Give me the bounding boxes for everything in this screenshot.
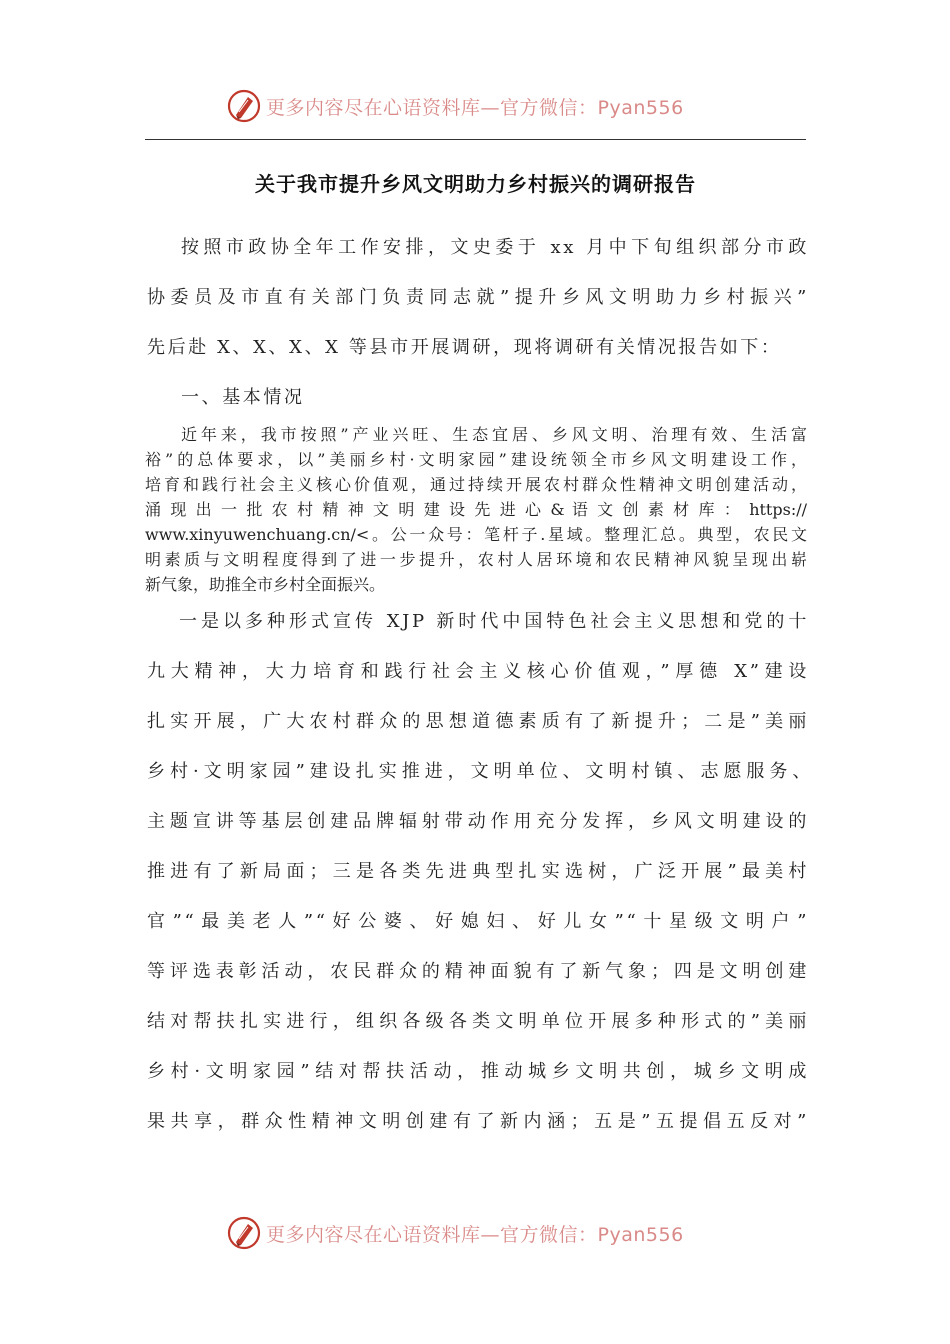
header-banner-text	[266, 93, 684, 120]
section-heading: 一、基本情况	[181, 387, 305, 408]
summary-line: 新气象，助推全市乡村全面振兴。	[145, 575, 386, 594]
pen-logo-icon	[226, 1215, 262, 1251]
body-line: 推进有了新局面；三是各类先进典型扎实选树，广泛开展”最美村	[147, 861, 809, 882]
pen-logo-icon	[226, 88, 262, 124]
body-line: 官”“最美老人”“好公婆、好媳妇、好儿女”“十星级文明户”	[147, 911, 809, 932]
intro-line: 协委员及市直有关部门负责同志就”提升乡风文明助力乡村振兴”	[147, 287, 809, 308]
header-banner	[0, 76, 950, 136]
header-wechat-label: 官方微信：	[500, 96, 598, 119]
body-line: 乡村·文明家园”建设扎实推进，文明单位、文明村镇、志愿服务、	[147, 761, 813, 782]
body-line: 一是以多种形式宣传 XJP 新时代中国特色社会主义思想和党的十	[179, 611, 809, 632]
body-line: 主题宣讲等基层创建品牌辐射带动作用充分发挥，乡风文明建设的	[147, 811, 809, 832]
footer-site-name: 更多内容尽在心语资料库	[266, 1223, 481, 1246]
summary-line: 涌 现 出 一 批 农 村 精 神 文 明 建 设 先 进 心 & 语 文 创 素 材 库 ： https://	[145, 500, 807, 519]
body-line: 扎实开展，广大农村群众的思想道德素质有了新提升；二是”美丽	[147, 711, 809, 732]
body-line: 果共享，群众性精神文明创建有了新内涵；五是”五提倡五反对”	[147, 1111, 809, 1132]
document-title: 关于我市提升乡风文明助力乡村振兴的调研报告	[255, 172, 696, 196]
body-line: 等评选表彰活动，农民群众的精神面貌有了新气象；四是文明创建	[147, 961, 809, 982]
intro-line-text: 按照市政协全年工作安排，文史委于 xx 月中下旬组织部分市政	[179, 237, 809, 258]
body-line: 九大精神，大力培育和践行社会主义核心价值观，”厚德 X”建设	[147, 661, 809, 682]
body-line: 乡村·文明家园”结对帮扶活动，推动城乡文明共创，城乡文明成	[147, 1061, 809, 1082]
intro-line: 先后赴 X、X、X、X 等县市开展调研，现将调研有关情况报告如下：	[147, 337, 782, 358]
summary-line: www.xinyuwenchuang.cn/<。公一众号：笔杆子.星域。整理汇总。典型，农民文	[145, 525, 807, 544]
header-wechat-id: Pyan556	[597, 96, 684, 119]
footer-wechat-label: 官方微信：	[500, 1223, 598, 1246]
footer-separator: —	[480, 1223, 501, 1246]
body-line: 结对帮扶扎实进行，组织各级各类文明单位开展多种形式的”美丽	[147, 1011, 809, 1032]
footer-wechat-id: Pyan556	[597, 1223, 684, 1246]
intro-line	[147, 233, 809, 259]
summary-line: 培育和践行社会主义核心价值观，通过持续开展农村群众性精神文明创建活动，	[145, 475, 807, 494]
header-rule	[145, 139, 806, 140]
footer-banner	[0, 1203, 950, 1263]
summary-line: 裕”的总体要求，以”美丽乡村·文明家园”建设统领全市乡风文明建设工作，	[145, 450, 807, 469]
footer-banner-text	[266, 1220, 684, 1247]
header-separator: —	[480, 96, 501, 119]
summary-line: 明素质与文明程度得到了进一步提升，农村人居环境和农民精神风貌呈现出崭	[145, 550, 807, 569]
header-site-name: 更多内容尽在心语资料库	[266, 96, 481, 119]
summary-line: 近年来，我市按照”产业兴旺、生态宜居、乡风文明、治理有效、生活富	[181, 425, 807, 444]
